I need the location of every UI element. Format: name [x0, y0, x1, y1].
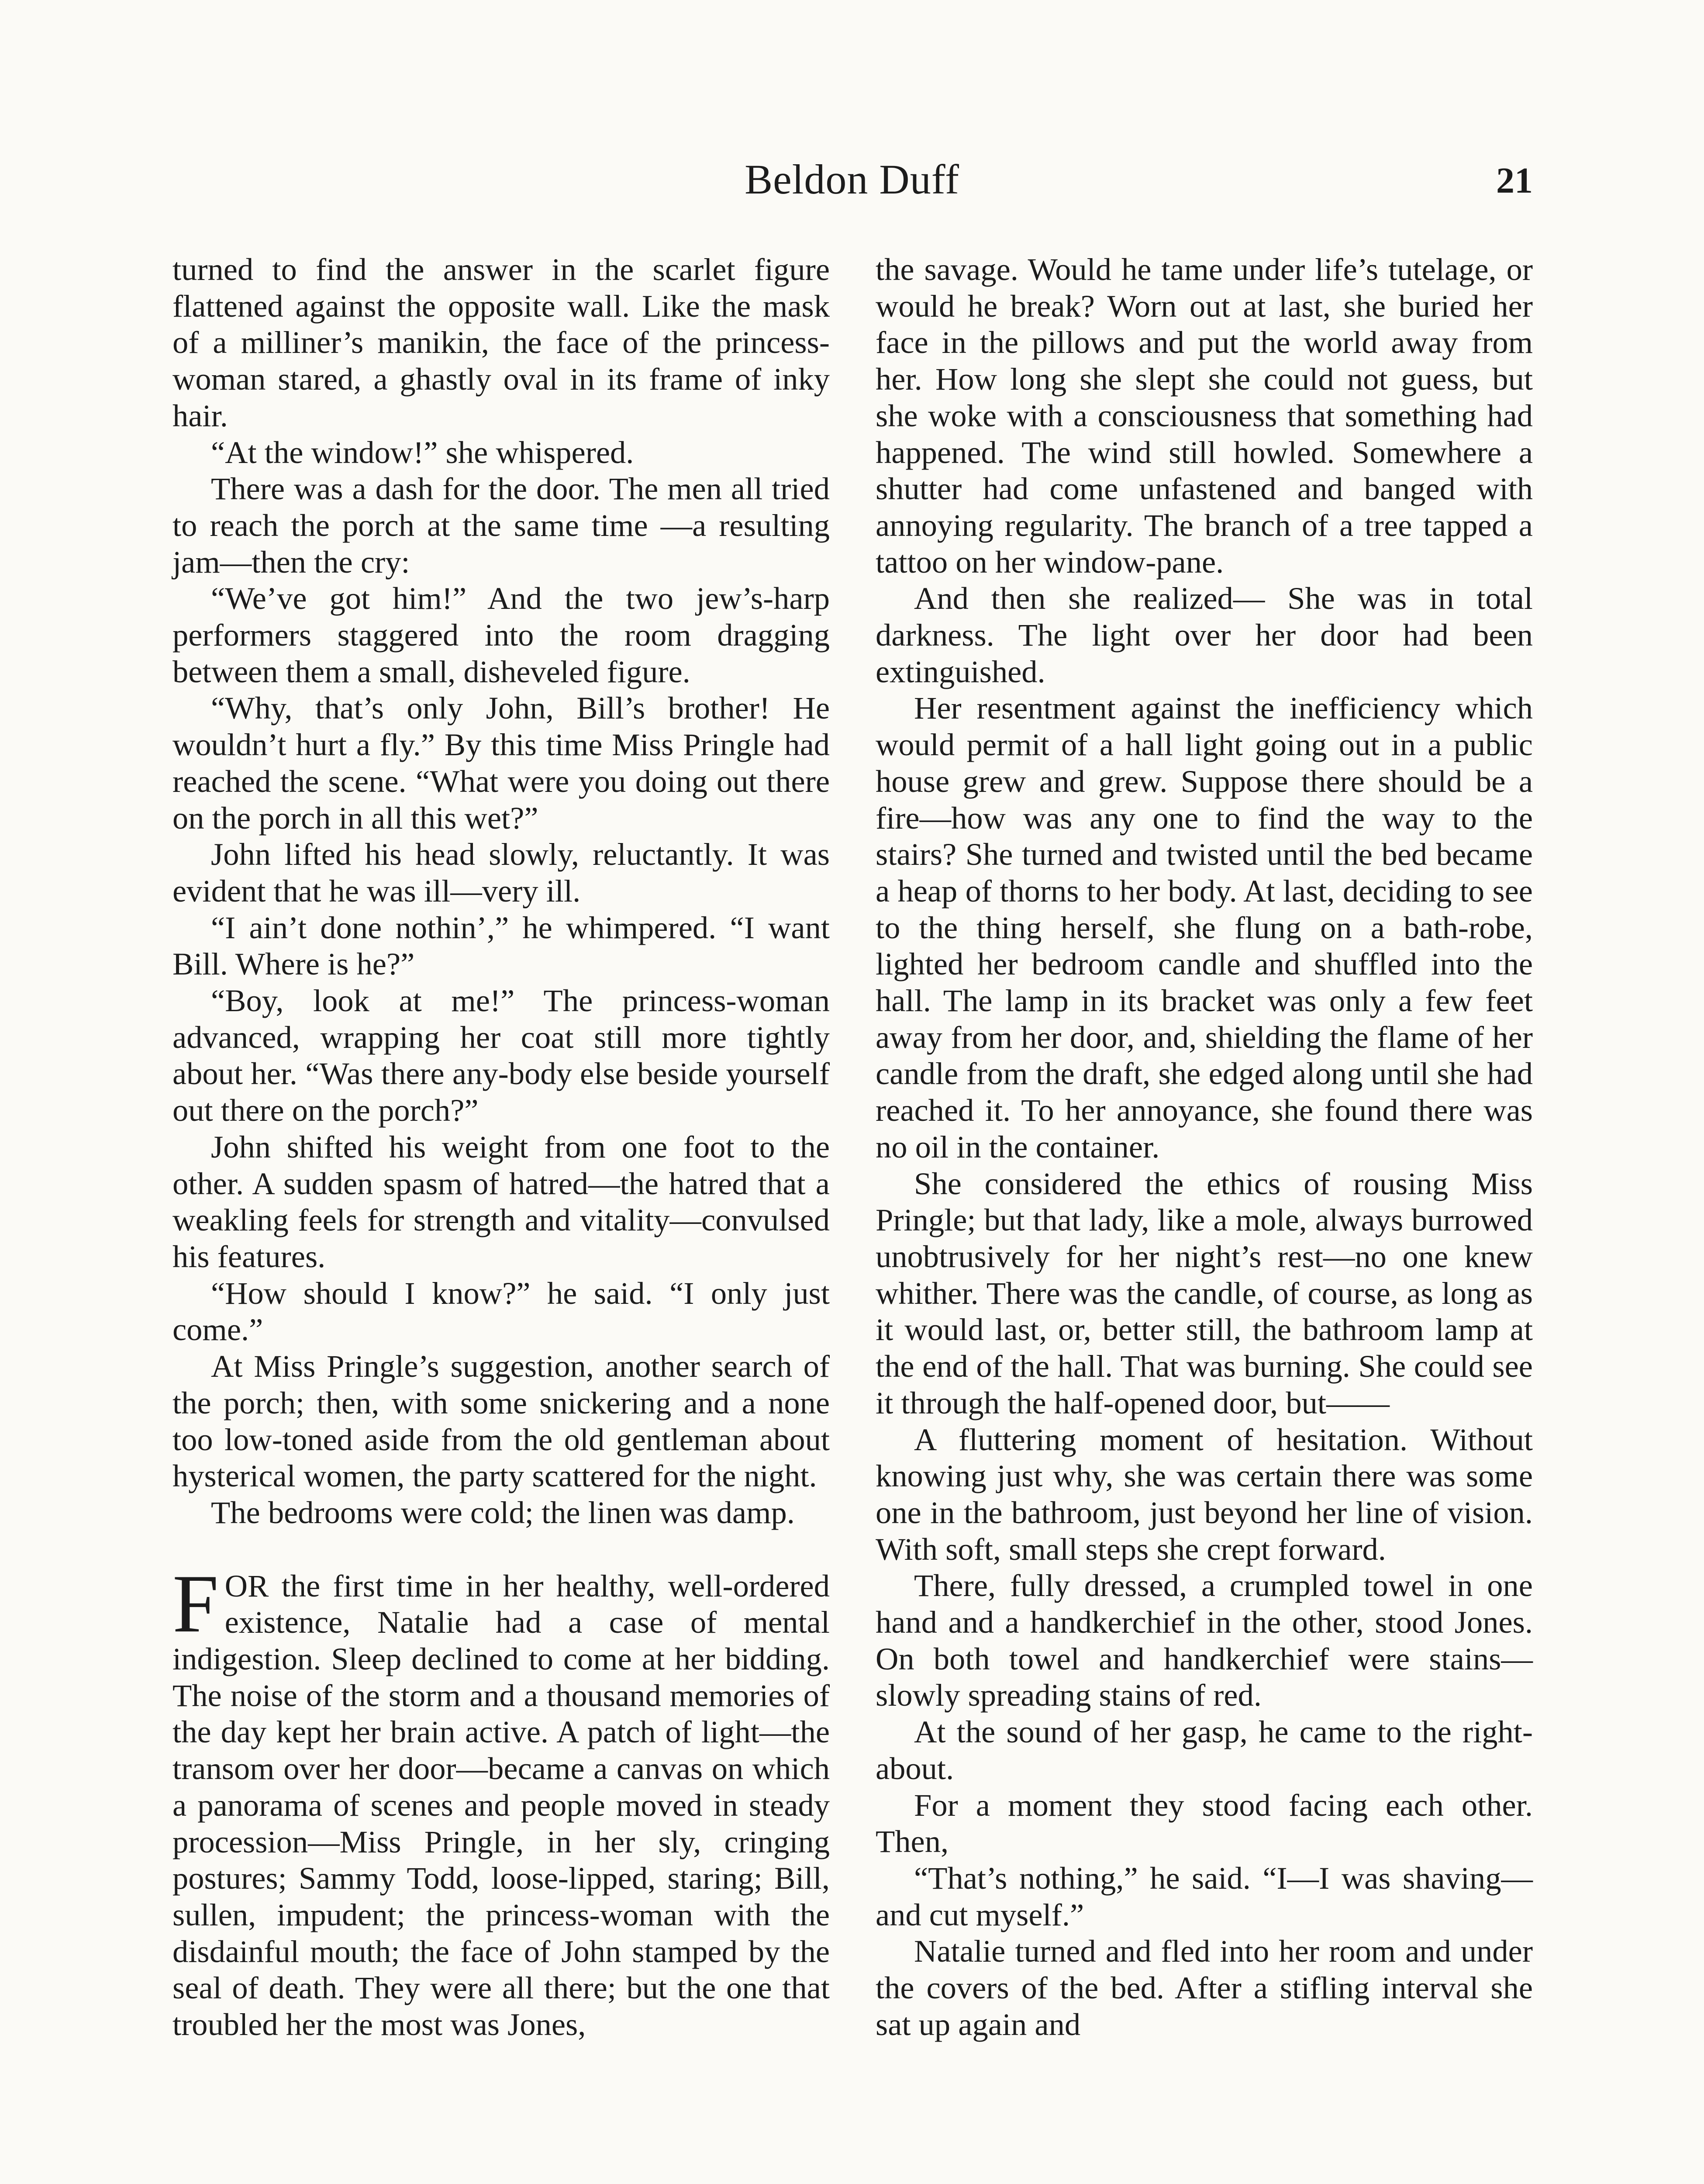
paragraph: Natalie turned and fled into her room and under the covers of the bed. After a stifling interval she sat up again and	[876, 1933, 1533, 2042]
paragraph: “We’ve got him!” And the two jew’s-harp performers staggered into the room dragging between them a small, disheveled figure.	[172, 581, 830, 689]
paragraph: “I ain’t done nothin’,” he whimpered. “I want Bill. Where is he?”	[172, 909, 830, 982]
paragraph: “Boy, look at me!” The princess-woman advanced, wrapping her coat still more tightly about her. “Was there any-body else beside yourself out there on the porch?”	[172, 983, 830, 1128]
section-opening-paragraph	[172, 1558, 830, 2043]
paragraph: At the sound of her gasp, he came to the right-about.	[876, 1714, 1533, 1786]
paragraph: “At the window!” she whispered.	[211, 434, 634, 470]
paragraph: There was a dash for the door. The men all tried to reach the porch at the same time —a resulting jam—then the cry:	[172, 471, 830, 580]
paragraph: Her resentment against the inefficiency which would permit of a hall light going out in a public house grew and grew. Suppose there should be a fire—how was any one to find the way to the stairs? She turned and twisted until the bed became a heap of thorns to her body. At last, deciding to see to the thing herself, she flung on a bath-robe, lighted her bedroom candle and shuffled into the hall. The lamp in its bracket was only a few feet away from her door, and, shielding the flame of her candle from the draft, she edged along until she had reached it. To her annoyance, she found there was no oil in the container.	[876, 690, 1533, 1165]
paragraph: turned to find the answer in the scarlet figure flattened against the opposite wall. Like the mask of a milliner’s manikin, the face of the princess-woman stared, a ghastly oval in its frame of inky hair.	[172, 252, 830, 433]
running-head: Beldon Duff	[745, 156, 959, 203]
paragraph: “How should I know?” he said. “I only just come.”	[172, 1275, 830, 1348]
paragraph: She considered the ethics of rousing Miss Pringle; but that lady, like a mole, always burrowed unobtrusively for her night’s rest—no one knew whither. There was the candle, of course, as long as it would last, or, better still, the bathroom lamp at the end of the hall. That was burning. She could see it through the half-opened door, but——	[876, 1165, 1533, 1420]
paragraph: And then she realized— She was in total darkness. The light over her door had been extinguished.	[876, 581, 1533, 689]
paragraph: “That’s nothing,” he said. “I—I was shaving—and cut myself.”	[876, 1860, 1533, 1932]
left-column	[172, 251, 830, 2043]
paragraph: the savage. Would he tame under life’s tutelage, or would he break? Worn out at last, she buried her face in the pillows and put the world away from her. How long she slept she could not guess, but she woke with a consciousness that something had happened. The wind still howled. Somewhere a shutter had come unfastened and banged with annoying regularity. The branch of a tree tapped a tattoo on her window-pane.	[876, 252, 1533, 580]
drop-cap: F	[172, 1558, 219, 1650]
section-break	[172, 1531, 830, 1568]
paragraph: John shifted his weight from one foot to the other. A sudden spasm of hatred—the hatred that a weakling feels for strength and vitality—convulsed his features.	[172, 1129, 830, 1274]
paragraph: A fluttering moment of hesitation. Without knowing just why, she was certain there was some one in the bathroom, just beyond her line of vision. With soft, small steps she crept forward.	[876, 1421, 1533, 1567]
paragraph: “Why, that’s only John, Bill’s brother! He wouldn’t hurt a fly.” By this time Miss Pringle had reached the scene. “What were you doing out there on the porch in all this wet?”	[172, 690, 830, 836]
paragraph: John lifted his head slowly, reluctantly. It was evident that he was ill—very ill.	[172, 836, 830, 909]
page-number: 21	[1496, 160, 1533, 201]
section-opening-text: OR the first time in her healthy, well-ordered existence, Natalie had a case of mental indigestion. Sleep declined to come at her bidding. The noise of the storm and a thousand memories of the day kept her brain active. A patch of light—the transom over her door—became a canvas on which a panorama of scenes and people moved in steady procession—Miss Pringle, in her sly, cringing postures; Sammy Todd, loose-lipped, staring; Bill, sullen, impudent; the princess-woman with the disdainful mouth; the face of John stamped by the seal of death. They were all there; but the one that troubled her the most was Jones,	[172, 1568, 830, 2042]
paragraph: At Miss Pringle’s suggestion, another search of the porch; then, with some snickering and a none too low-toned aside from the old gentleman about hysterical women, the party scattered for the night.	[172, 1348, 830, 1494]
paragraph: For a moment they stood facing each other. Then,	[876, 1787, 1533, 1859]
paragraph: The bedrooms were cold; the linen was damp.	[211, 1494, 795, 1530]
paragraph: There, fully dressed, a crumpled towel in one hand and a handkerchief in the other, stood Jones. On both towel and handkerchief were stains—slowly spreading stains of red.	[876, 1568, 1533, 1713]
right-column	[876, 251, 1533, 2042]
